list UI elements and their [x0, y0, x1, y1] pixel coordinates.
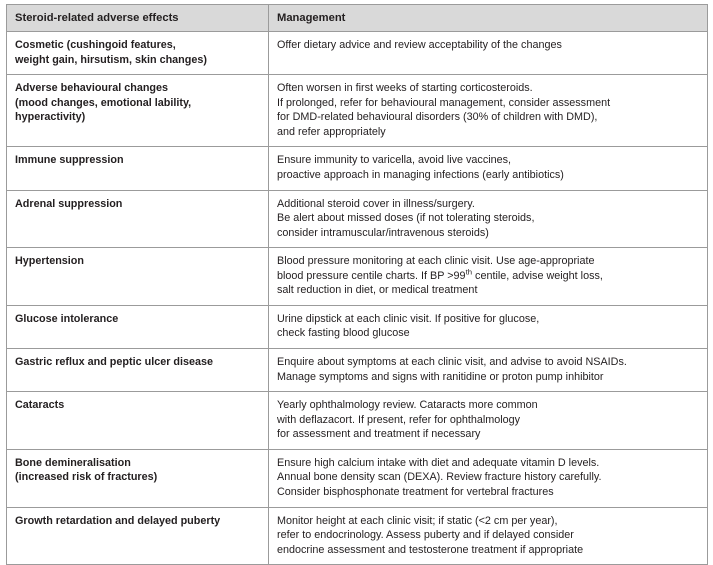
cell-adverse-effect: [7, 147, 269, 190]
cell-adverse-effect: [7, 449, 269, 507]
table-header-row: [7, 5, 708, 32]
cell-adverse-effect: [7, 248, 269, 306]
cell-management: [269, 75, 708, 147]
cell-management: [269, 190, 708, 248]
text-line: Cataracts: [15, 399, 65, 412]
cell-management: [269, 32, 708, 75]
text-line: Annual bone density scan (DEXA). Review fracture history carefully.: [277, 471, 602, 484]
table-row: [7, 248, 708, 306]
text-line: check fasting blood glucose: [277, 327, 410, 340]
text-line: and refer appropriately: [277, 125, 386, 138]
cell-adverse-effect: [7, 305, 269, 348]
text-line: Manage symptoms and signs with ranitidine or proton pump inhibitor: [277, 370, 604, 383]
text-line: Often worsen in first weeks of starting corticosteroids.: [277, 82, 533, 95]
table-row: [7, 449, 708, 507]
cell-management: [269, 305, 708, 348]
text-line: for assessment and treatment if necessary: [277, 428, 481, 441]
text-line: (mood changes, emotional lability,: [15, 96, 192, 109]
cell-management: [269, 507, 708, 565]
text-line: Urine dipstick at each clinic visit. If positive for glucose,: [277, 312, 540, 325]
cell-adverse-effect: [7, 75, 269, 147]
cell-adverse-effect: [7, 392, 269, 450]
text-line: Cosmetic (cushingoid features,: [15, 39, 176, 51]
text-line: Additional steroid cover in illness/surgery.: [277, 197, 475, 210]
cell-adverse-effect: [7, 349, 269, 392]
text-line: Offer dietary advice and review acceptability of the changes: [277, 39, 562, 51]
text-line: Adrenal suppression: [15, 197, 123, 210]
column-header-management: Management: [269, 5, 708, 32]
table-row: [7, 305, 708, 348]
cell-management: [269, 349, 708, 392]
text-line: Be alert about missed doses (if not tolerating steroids,: [277, 212, 535, 225]
text-line: refer to endocrinology. Assess puberty and if delayed consider: [277, 529, 574, 542]
text-line: Gastric reflux and peptic ulcer disease: [15, 356, 214, 368]
text-line: Immune suppression: [15, 154, 124, 167]
cell-adverse-effect: [7, 507, 269, 565]
text-line: Glucose intolerance: [15, 312, 119, 325]
text-line: endocrine assessment and testosterone treatment if appropriate: [277, 543, 584, 556]
text-line: Bone demineralisation: [15, 456, 131, 469]
text-line: Adverse behavioural changes: [15, 82, 169, 95]
table-row: [7, 190, 708, 248]
text-line: salt reduction in diet, or medical treatment: [277, 284, 478, 297]
text-line: Enquire about symptoms at each clinic visit, and advise to avoid NSAIDs.: [277, 356, 627, 368]
text-line: Hypertension: [15, 255, 84, 268]
text-line: hyperactivity): [15, 111, 86, 124]
cell-management: [269, 248, 708, 306]
cell-management: [269, 147, 708, 190]
text-line: Ensure high calcium intake with diet and adequate vitamin D levels.: [277, 456, 600, 469]
text-line: weight gain, hirsutism, skin changes): [15, 53, 207, 66]
table-row: [7, 32, 708, 75]
table-row: [7, 507, 708, 565]
cell-adverse-effect: [7, 32, 269, 75]
table-row: [7, 75, 708, 147]
table-header: [7, 5, 708, 32]
text-line: If prolonged, refer for behavioural management, consider assessment: [277, 96, 611, 109]
column-header-adverse-effects: Steroid-related adverse effects: [7, 5, 269, 32]
text-line: Ensure immunity to varicella, avoid live vaccines,: [277, 154, 512, 167]
table-body: [7, 32, 708, 565]
text-line: Growth retardation and delayed puberty: [15, 514, 221, 527]
text-line: with deflazacort. If present, refer for ophthalmology: [277, 413, 521, 426]
cell-management: [269, 449, 708, 507]
text-line: Monitor height at each clinic visit; if static (<2 cm per year),: [277, 514, 558, 527]
text-line: Consider bisphosphonate treatment for vertebral fractures: [277, 485, 554, 498]
cell-management: [269, 392, 708, 450]
cell-adverse-effect: [7, 190, 269, 248]
text-line: proactive approach in managing infections (early antibiotics): [277, 168, 564, 181]
text-line: Blood pressure monitoring at each clinic visit. Use age-appropriate: [277, 255, 595, 268]
table-row: [7, 392, 708, 450]
table-row: [7, 147, 708, 190]
table-row: [7, 349, 708, 392]
text-line: blood pressure centile charts. If BP >99th centile, advise weight loss,: [277, 267, 603, 282]
text-line: Yearly ophthalmology review. Cataracts more common: [277, 399, 538, 412]
superscript-text: th: [465, 267, 473, 277]
steroid-adverse-effects-table: [6, 4, 708, 565]
text-line: (increased risk of fractures): [15, 471, 158, 484]
text-line: consider intramuscular/intravenous steroids): [277, 226, 489, 239]
text-line: for DMD-related behavioural disorders (30% of children with DMD),: [277, 111, 598, 124]
